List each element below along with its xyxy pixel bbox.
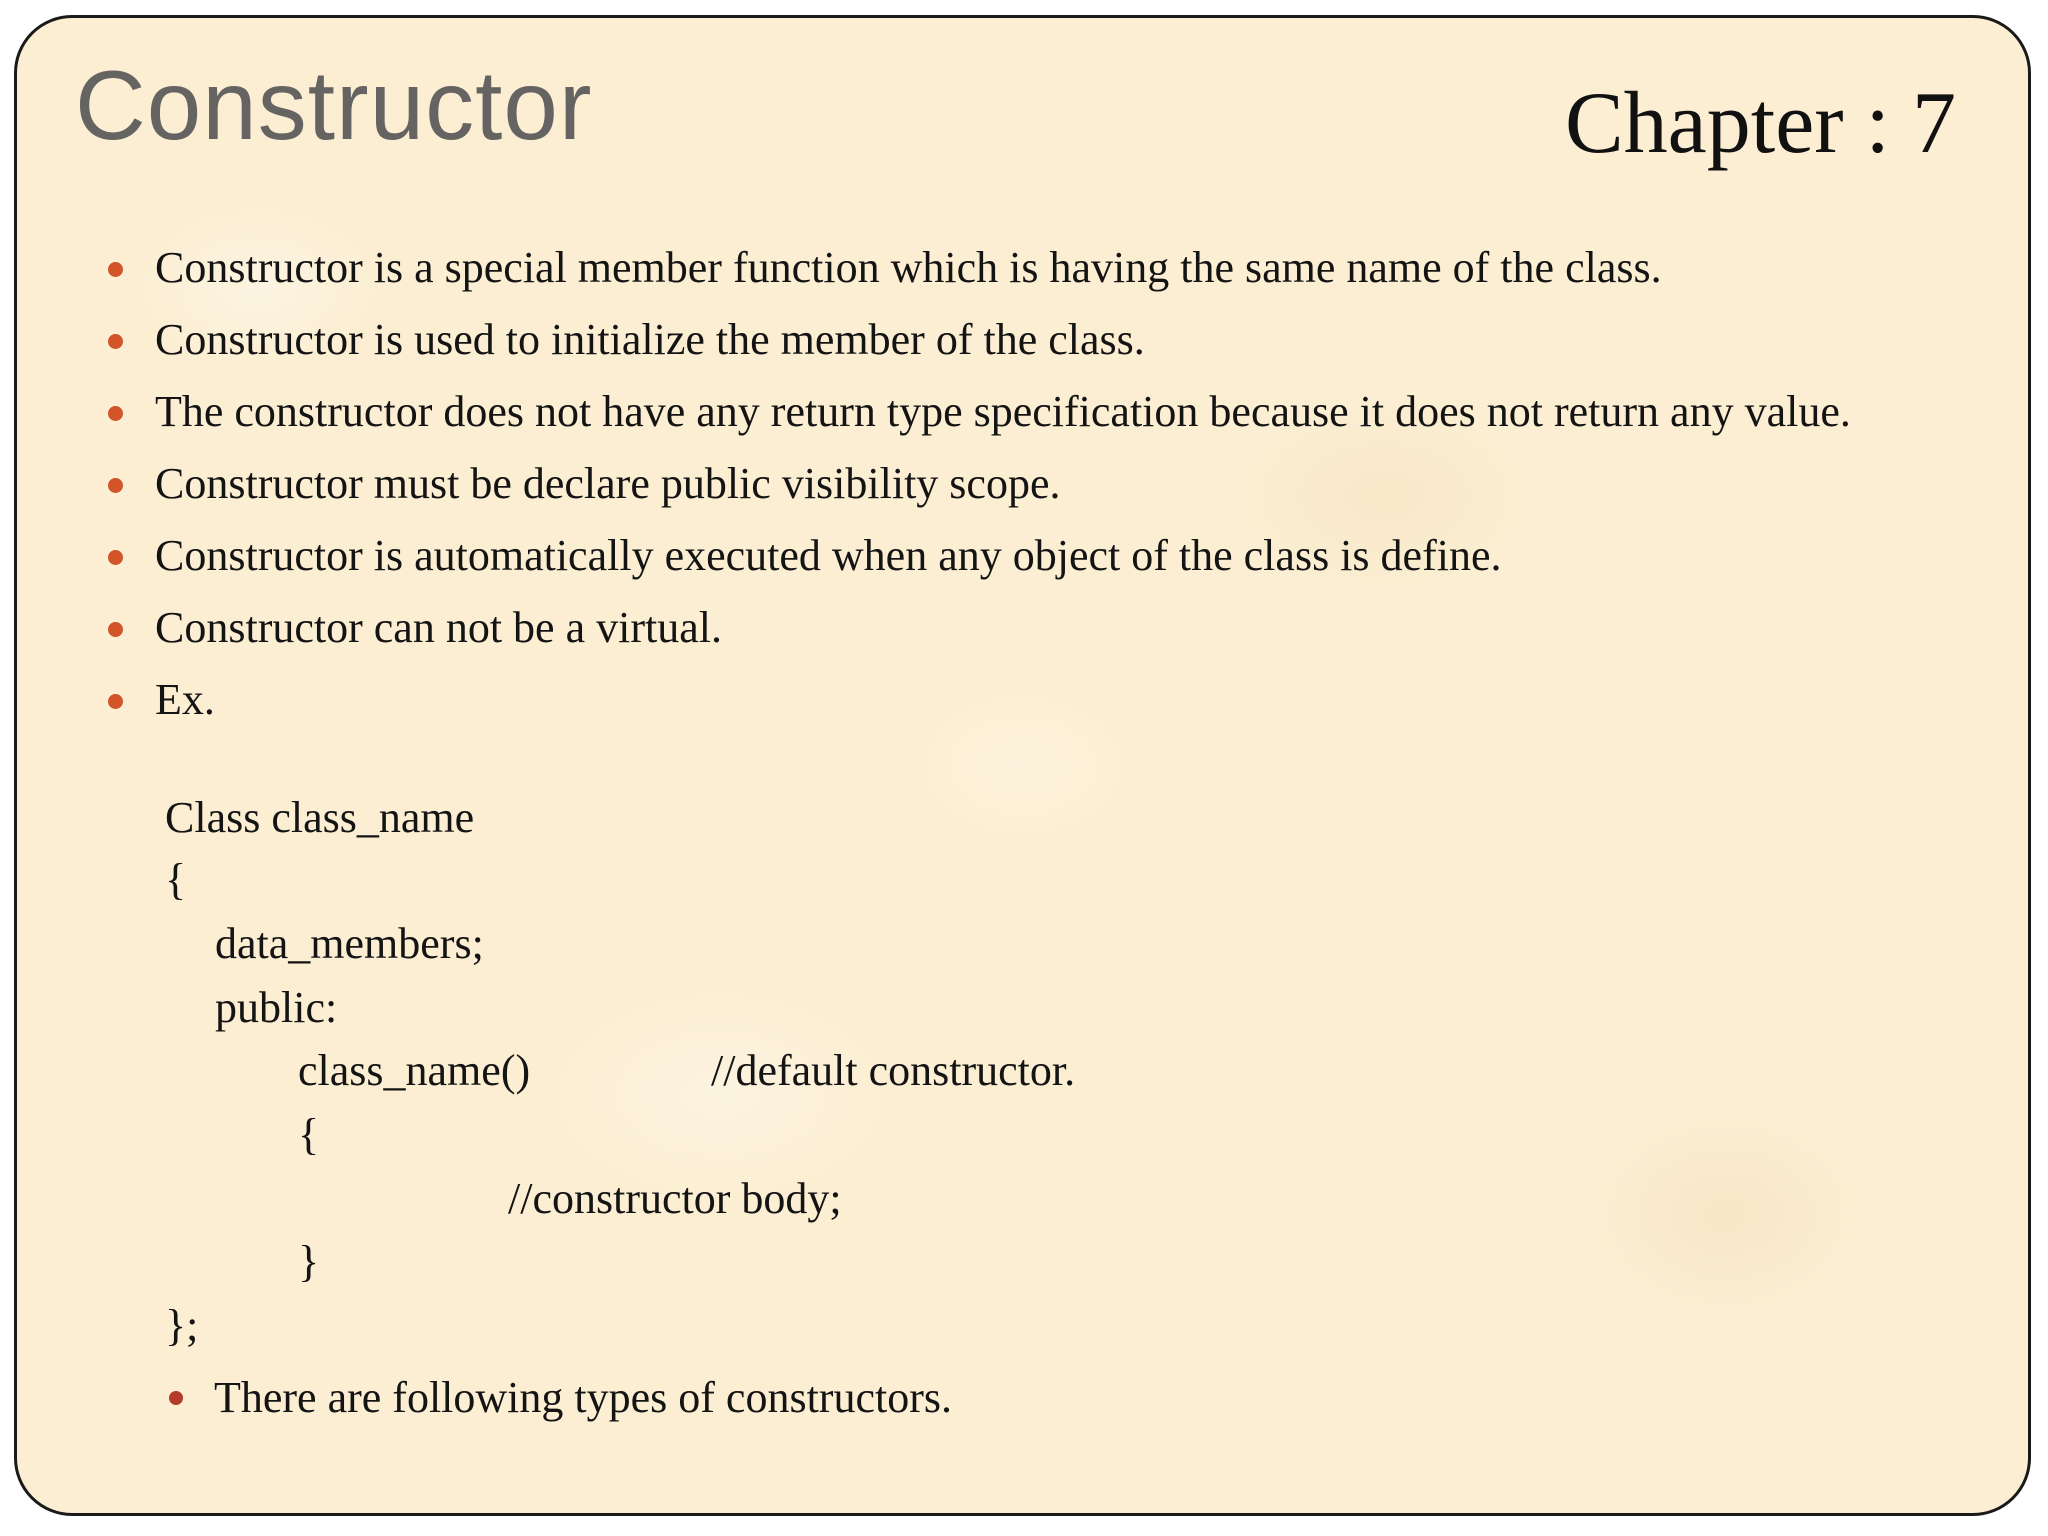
slide — [14, 15, 2031, 1516]
bullet-dot-icon — [108, 478, 123, 493]
bullet-dot-icon — [108, 406, 123, 421]
bullet-item — [17, 312, 2028, 368]
code-constructor-close-brace: } — [298, 1237, 320, 1286]
bullet-item — [17, 672, 2028, 728]
code-public-label: public: — [215, 983, 338, 1032]
code-data-members: data_members; — [215, 919, 484, 968]
code-constructor-signature: class_name() — [298, 1046, 531, 1095]
chapter-label: Chapter : 7 — [1564, 75, 1956, 172]
sub-bullet-dot-icon — [169, 1391, 183, 1405]
code-constructor-comment: //default constructor. — [711, 1046, 1076, 1095]
bullet-dot-icon — [108, 550, 123, 565]
code-class-declaration: Class class_name — [165, 793, 475, 842]
code-constructor-open-brace: { — [298, 1110, 320, 1159]
bullet-list — [17, 240, 2028, 744]
bullet-text: Constructor is automatically executed when any object of the class is define. — [155, 531, 1502, 580]
bullet-item — [17, 240, 2028, 296]
bullet-dot-icon — [108, 334, 123, 349]
bullet-dot-icon — [108, 622, 123, 637]
bullet-text: The constructor does not have any return type specification because it does not return any value. — [155, 387, 1851, 436]
code-open-brace: { — [165, 855, 187, 904]
bullet-item — [17, 528, 2028, 584]
sub-bullet-text: There are following types of constructors. — [214, 1373, 952, 1422]
bullet-text: Ex. — [155, 675, 215, 724]
code-constructor-body-comment: //constructor body; — [508, 1174, 842, 1223]
bullet-item — [17, 600, 2028, 656]
bullet-item — [17, 384, 2028, 440]
bullet-dot-icon — [108, 262, 123, 277]
slide-title: Constructor — [75, 50, 593, 160]
code-close-brace: }; — [165, 1301, 199, 1350]
bullet-dot-icon — [108, 694, 123, 709]
bullet-text: Constructor can not be a virtual. — [155, 603, 722, 652]
bullet-text: Constructor is used to initialize the member of the class. — [155, 315, 1145, 364]
bullet-text: Constructor is a special member function which is having the same name of the class. — [155, 243, 1662, 292]
bullet-text: Constructor must be declare public visibility scope. — [155, 459, 1061, 508]
bullet-item — [17, 456, 2028, 512]
